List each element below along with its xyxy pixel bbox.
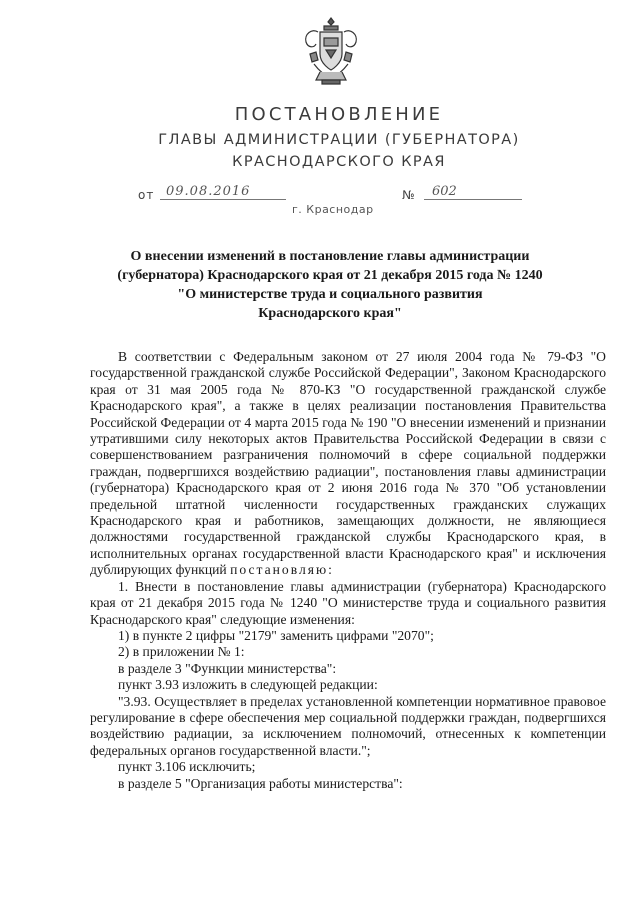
point-3-106: пункт 3.106 исключить; xyxy=(118,759,256,775)
city-label: г. Краснодар xyxy=(292,203,374,216)
coat-of-arms-emblem xyxy=(300,14,362,86)
point-3-93-intro: пункт 3.93 изложить в следующей редакции: xyxy=(118,677,378,693)
number-label: № xyxy=(402,188,415,202)
title-line: О внесении изменений в постановление главы администрации xyxy=(130,249,530,264)
document-type-heading: ПОСТАНОВЛЕНИЕ xyxy=(234,104,444,125)
date-value: 09.08.2016 xyxy=(160,184,286,200)
section-3-line: в разделе 3 "Функции министерства": xyxy=(118,660,337,676)
issuer-heading: ГЛАВЫ АДМИНИСТРАЦИИ (ГУБЕРНАТОРА) xyxy=(158,132,520,148)
item-1-1: 1) в пункте 2 цифры "2179" заменить цифрами "2070"; xyxy=(118,627,434,643)
document-title xyxy=(110,247,550,323)
item-1: 1. Внести в постановление главы администрации (губернатора) Краснодарского края от 21 декабря 2015 года № 1240 "О министерстве труда и социального развития Краснодарского края" следующие изменения: xyxy=(90,578,606,627)
number-value: 602 xyxy=(424,184,522,200)
item-1-2: 2) в приложении № 1: xyxy=(118,644,245,660)
intro-paragraph xyxy=(90,349,606,579)
point-3-93-text: "3.93. Осуществляет в пределах установленной компетенции нормативное правовое регулирование в сфере обеспечения мер социальной поддержки граждан, подвергшихся воздействию радиации, за исключением полномочий, отнесенных к компетенции федеральных органов государственной власти."; xyxy=(90,693,606,758)
intro-text: В соответствии с Федеральным законом от 27 июля 2004 года № 79-ФЗ "О государственной гражданской службе Российской Федерации", Законом Краснодарского края от 31 мая 2005 года № 870-КЗ "О государственной гражданской службе Краснодарского края", а также в целях реализации постановления Правительства Российской Федерации от 4 марта 2015 года № 190 "О внесении изменений и признании утратившими силу некоторых актов Правительства Российской Федерации в связи с совершенствованием разграничения полномочий в сфере социальной поддержки граждан, подвергшихся воздействию радиации", постановления главы администрации (губернатора) Краснодарского края от 2 июня 2016 года № 370 "Об установлении предельной штатной численности государственных гражданских служащих Краснодарского края и работников, замещающих должности, не являющиеся должностями государственной гражданской службы Краснодарского края, в исполнительных органах государственной власти Краснодарского края" и исключения дублирующих функций xyxy=(90,349,606,578)
region-heading: КРАСНОДАРСКОГО КРАЯ xyxy=(232,154,446,170)
title-line: (губернатора) Краснодарского края от 21 декабря 2015 года № 1240 xyxy=(117,268,543,283)
date-label: от xyxy=(138,188,155,202)
document-body xyxy=(90,349,606,792)
decree-word: постановляю: xyxy=(230,562,334,578)
section-5-line: в разделе 5 "Организация работы министерства": xyxy=(118,775,403,791)
title-line: Краснодарского края" xyxy=(258,306,402,321)
title-line: "О министерстве труда и социального развития xyxy=(177,287,483,302)
